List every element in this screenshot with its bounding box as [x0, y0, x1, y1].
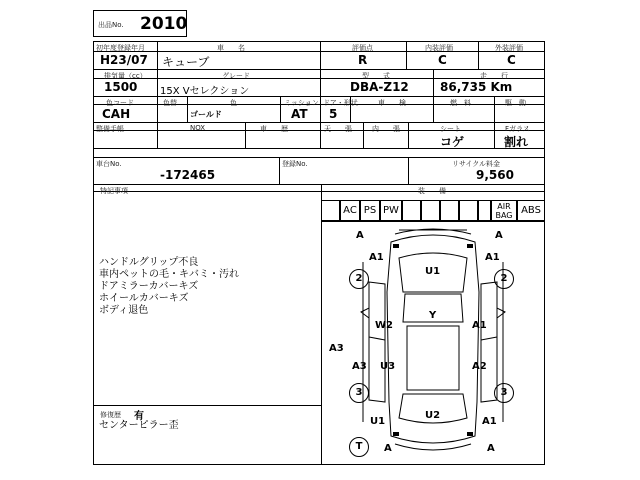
interior-header: 内装評価: [425, 44, 453, 52]
maint-book-header: 整備手帳: [96, 125, 124, 133]
car-name-header: 車 名: [217, 44, 245, 52]
mark-u1-hood: U1: [425, 266, 441, 277]
car-diagram: [321, 222, 545, 465]
interior-ceiling-header: 内 張: [372, 125, 400, 133]
color-no-header: 色替: [163, 99, 177, 107]
mark-a3-left: A3: [329, 343, 344, 354]
mark-w2: W2: [375, 320, 393, 331]
remark-line: 車内ペットの毛・キバミ・汚れ: [99, 269, 239, 280]
reg-no-header: 登録No.: [282, 160, 308, 168]
model-header: 型 式: [362, 72, 390, 80]
equip-cell: [321, 200, 340, 221]
seat-header: シート: [440, 125, 461, 133]
equipment-header: 装 備: [418, 187, 446, 195]
mileage-header: 走 行: [480, 72, 508, 80]
mark-a1-rear-right: A1: [482, 416, 497, 427]
lot-label: 出品No.: [98, 21, 124, 29]
glass-header: Fガラス: [505, 125, 530, 133]
mark-u2: U2: [425, 410, 441, 421]
equip-cell-airbag: AIR BAG: [491, 200, 517, 221]
model-value: DBA-Z12: [350, 80, 409, 94]
color-code-header: 色コード: [106, 99, 134, 107]
equip-cell-ps: PS: [360, 200, 380, 221]
doors-header: ドア・形状: [323, 99, 358, 107]
equip-cell: [440, 200, 459, 221]
chassis-value: -172465: [160, 168, 216, 182]
recycle-value: 9,560: [476, 168, 514, 182]
remark-line: ボディ退色: [99, 305, 149, 316]
mark-a-front-left: A: [356, 230, 364, 241]
score-header: 評価点: [352, 44, 373, 52]
glass-value: 割れ: [504, 135, 529, 149]
equipment-grid: [321, 200, 545, 221]
repair-header: 修復歴: [100, 411, 121, 419]
chassis-header: 車台No.: [96, 160, 122, 168]
score-value: R: [358, 53, 368, 67]
tire-front-left: 2: [349, 269, 369, 289]
mark-a2: A2: [472, 361, 487, 372]
grade-value: 15X Vセレクション: [160, 86, 250, 97]
reg-date-header: 初年度登録年月: [96, 44, 145, 52]
history-header: 車 歴: [260, 125, 288, 133]
mission-header: ミッション: [284, 99, 319, 107]
lot-number: 2010: [140, 14, 188, 34]
remark-line: ハンドルグリップ不良: [99, 257, 199, 268]
color-code-value: CAH: [102, 107, 131, 121]
displacement-value: 1500: [104, 80, 138, 94]
reg-date-value: H23/07: [100, 53, 148, 67]
grade-header: グレード: [222, 72, 250, 80]
equip-cell-ac: AC: [340, 200, 360, 221]
tire-front-right: 2: [494, 269, 514, 289]
equip-cell: [478, 200, 491, 221]
interior-value: C: [438, 53, 447, 67]
equip-cell-pw: PW: [380, 200, 402, 221]
mark-a-front-right: A: [495, 230, 503, 241]
mark-a3-inner: A3: [352, 361, 367, 372]
car-name-value: キューブ: [162, 55, 210, 69]
doors-value: 5: [329, 107, 338, 121]
nox-header: NOX: [190, 124, 206, 132]
tire-rear-left: 3: [349, 383, 369, 403]
tire-rear-right: 3: [494, 383, 514, 403]
equip-cell: [402, 200, 421, 221]
mark-a1-front-left: A1: [369, 252, 384, 263]
equip-cell: [421, 200, 440, 221]
mission-value: AT: [291, 107, 308, 121]
equip-cell: [459, 200, 478, 221]
mark-a-rear-left: A: [384, 443, 392, 454]
fuel-header: 燃 料: [450, 99, 471, 107]
exterior-value: C: [507, 53, 516, 67]
remark-line: ドアミラーカバーキズ: [99, 281, 199, 292]
repair-value: 有: [134, 411, 144, 422]
remarks-list: [99, 257, 239, 317]
remark-line: ホイールカバーキズ: [99, 293, 189, 304]
remarks-header: 特記事項: [100, 187, 128, 195]
inspection-header: 車 検: [378, 99, 406, 107]
color-header: 色: [230, 99, 237, 107]
mark-a1-right-middle: A1: [472, 320, 487, 331]
lot-number-box: [93, 10, 187, 37]
mileage-value: 86,735 Km: [440, 80, 513, 94]
mark-a1-front-right: A1: [485, 252, 500, 263]
mark-a-rear-right: A: [487, 443, 495, 454]
displacement-header: 排気量（cc）: [104, 72, 147, 80]
color-value: ゴールド: [190, 110, 222, 119]
mark-y: Y: [429, 310, 437, 321]
sunroof-header: 天 張: [324, 125, 352, 133]
repair-note: センターピラー歪: [99, 420, 179, 431]
mark-u1-rear-left: U1: [370, 416, 386, 427]
mark-u3: U3: [380, 361, 396, 372]
drive-header: 駆 動: [505, 99, 526, 107]
equip-cell-abs: ABS: [517, 200, 545, 221]
exterior-header: 外装評価: [495, 44, 523, 52]
recycle-header: リサイクル料金: [452, 160, 501, 168]
seat-value: コゲ: [440, 135, 465, 149]
spare-tire: T: [349, 437, 369, 457]
